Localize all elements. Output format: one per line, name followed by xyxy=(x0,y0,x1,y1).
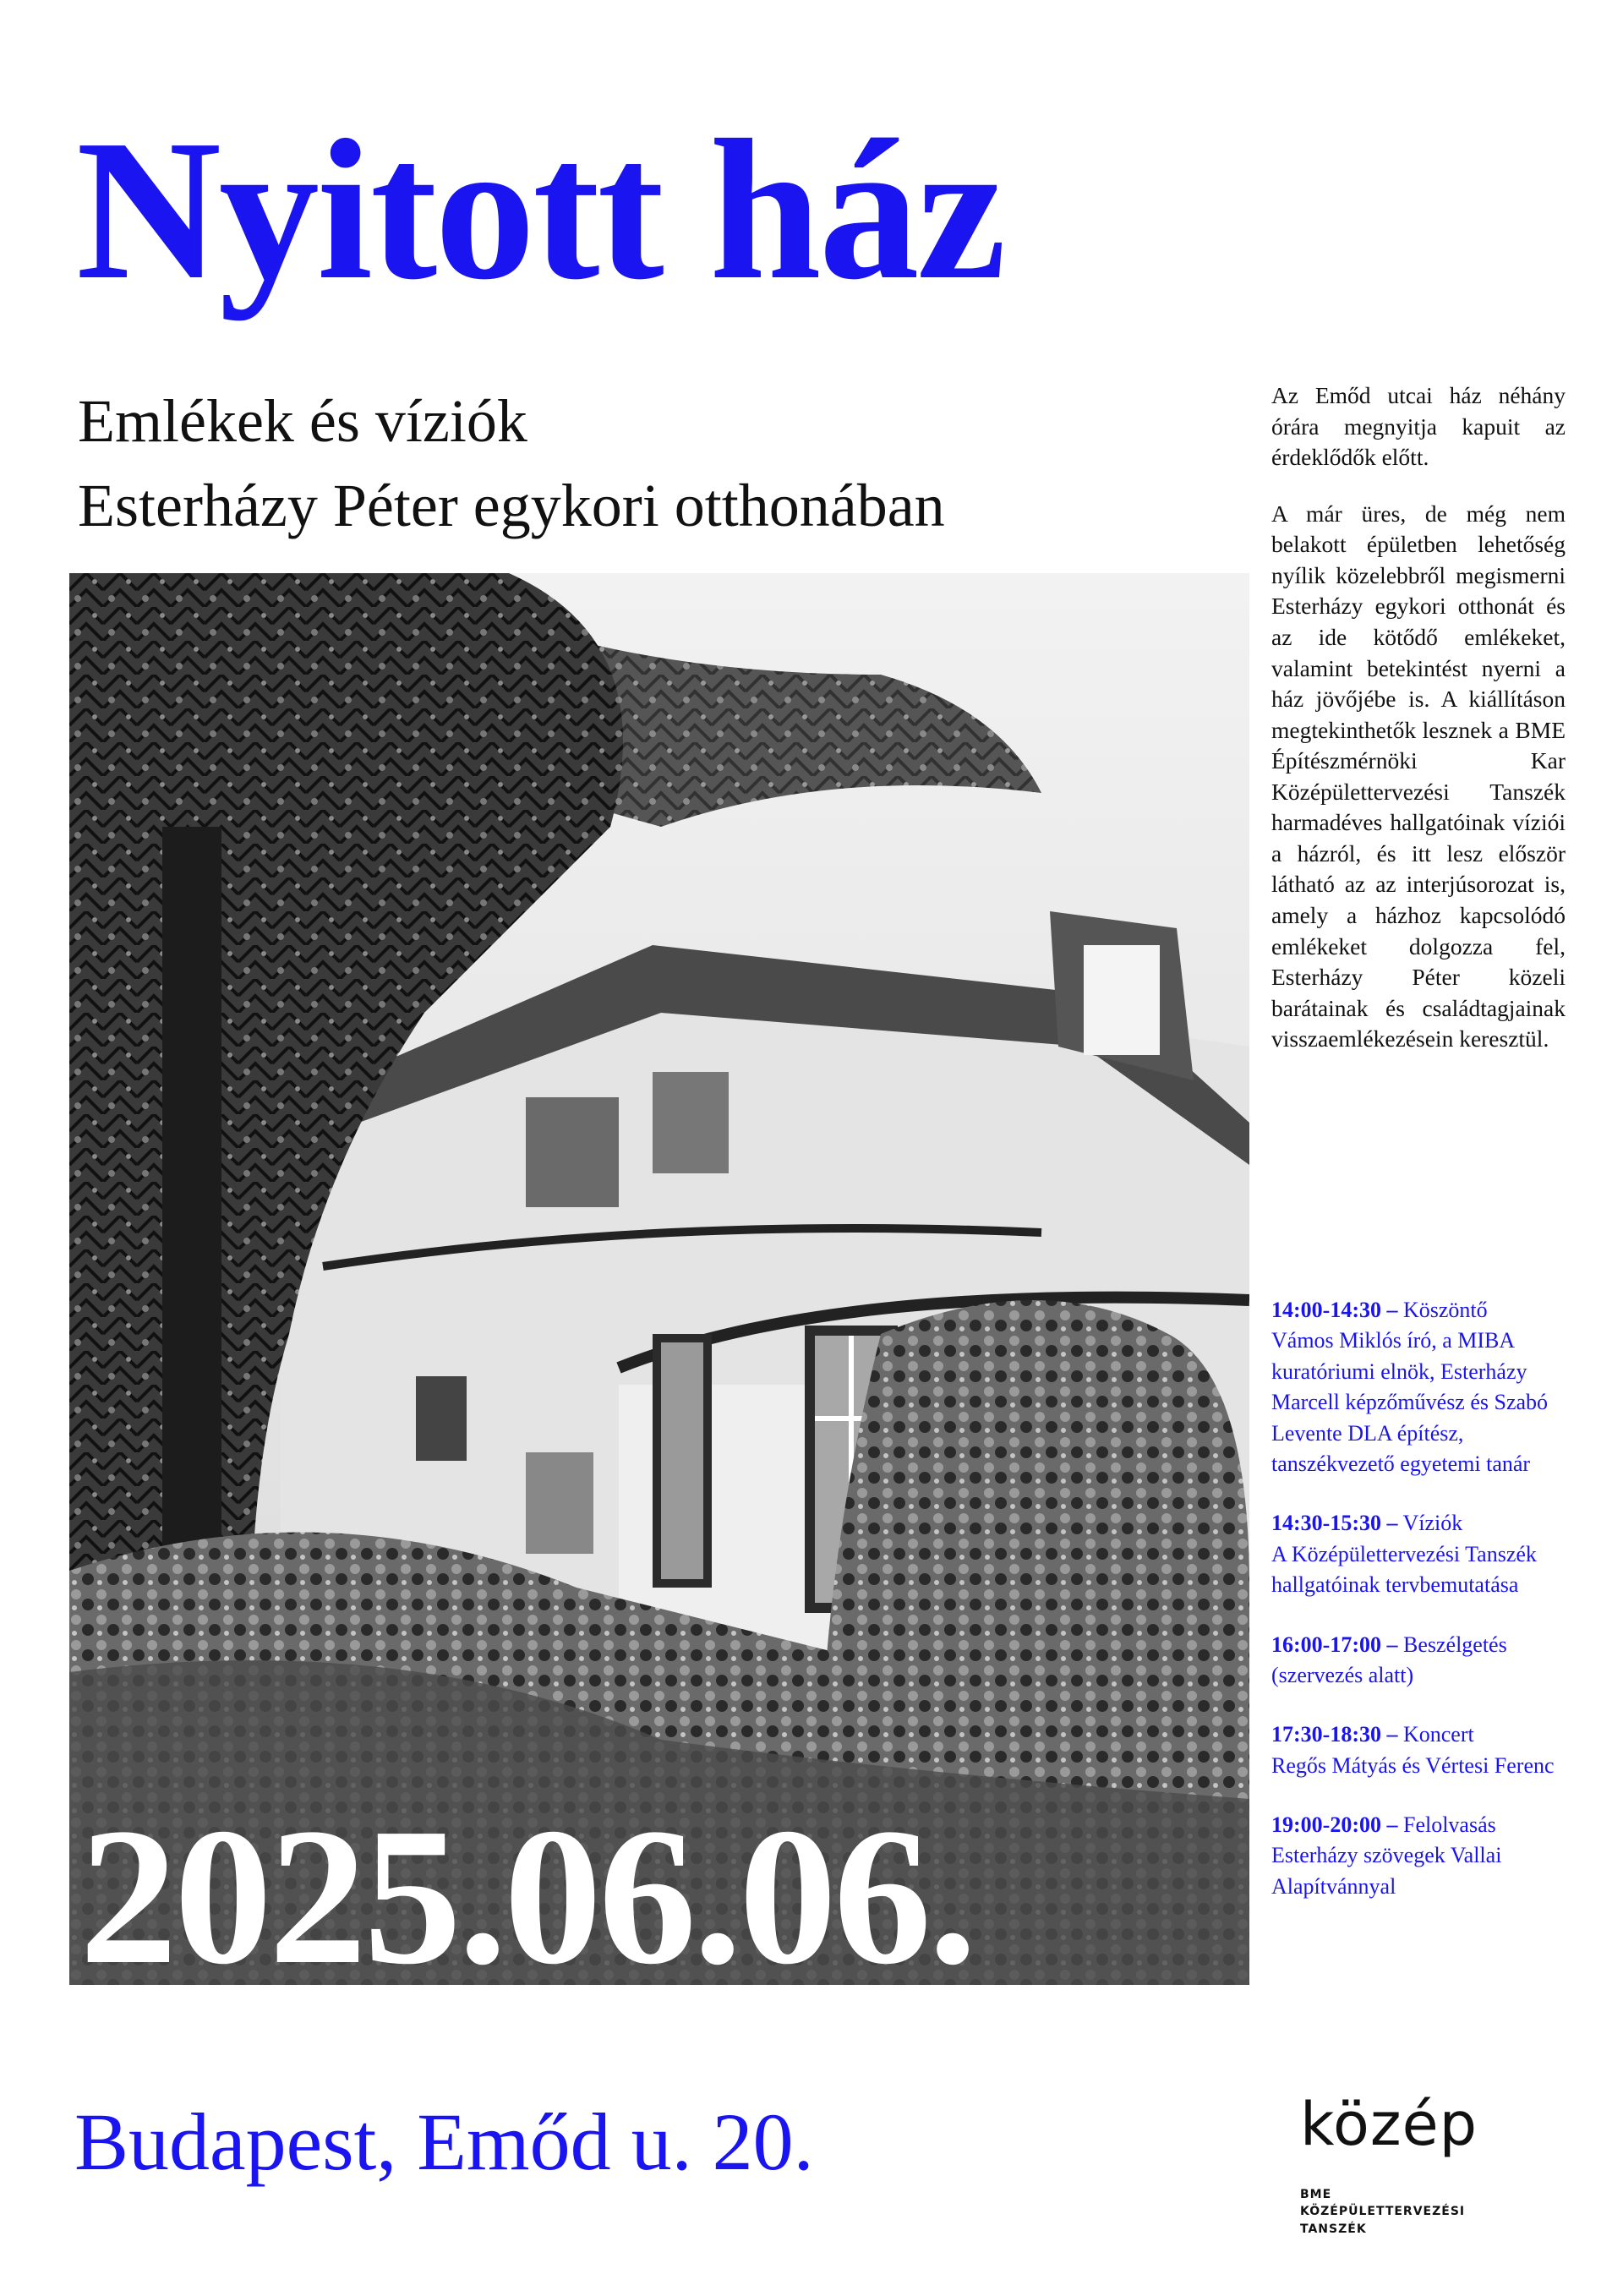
house-photo-illustration xyxy=(69,573,1249,1985)
subtitle-line-2: Esterházy Péter egykori otthonában xyxy=(78,472,945,539)
program-title: Felolvasás xyxy=(1397,1812,1496,1838)
logo-line-1: BME xyxy=(1300,2188,1332,2201)
program-item xyxy=(1271,1295,1584,1479)
kozep-logo xyxy=(1300,2090,1554,2238)
event-date: 2025.06.06. xyxy=(79,1788,974,1985)
program-detail: A Középülettervezési Tanszék hallgatóinak tervbemutatása xyxy=(1271,1541,1537,1598)
program-detail: Esterházy szövegek Vallai Alapítvánnyal xyxy=(1271,1843,1502,1899)
subtitle-line-1: Emlékek és víziók xyxy=(78,387,527,455)
program-item xyxy=(1271,1630,1584,1692)
program-title: Köszöntő xyxy=(1397,1298,1488,1322)
program-detail: Regős Mátyás és Vértesi Ferenc xyxy=(1271,1752,1555,1778)
program-time: 14:00-14:30 – xyxy=(1271,1298,1398,1322)
venue-address: Budapest, Emőd u. 20. xyxy=(74,2096,814,2187)
program-title: Koncert xyxy=(1397,1722,1474,1747)
description-paragraph-1: Az Emőd utcai ház néhány órára megnyitja kapuit az érdeklődők előtt. xyxy=(1271,382,1566,471)
description xyxy=(1271,380,1566,1080)
program-time: 19:00-20:00 – xyxy=(1271,1812,1398,1838)
logo-wordmark: közép xyxy=(1300,2090,1478,2159)
program-detail: Vámos Miklós író, a MIBA kuratóriumi elnök, Esterházy Marcell képzőművész és Szabó Levente DLA építész, tanszékvezető egyetemi tanár xyxy=(1271,1328,1549,1476)
program-item xyxy=(1271,1810,1584,1902)
program-item xyxy=(1271,1719,1584,1781)
logo-line-2: KÖZÉPÜLETTERVEZÉSI xyxy=(1300,2205,1466,2219)
logo-line-3: TANSZÉK xyxy=(1300,2222,1367,2236)
house-photo xyxy=(69,573,1249,1985)
program-time: 16:00-17:00 – xyxy=(1271,1632,1398,1657)
program-time: 17:30-18:30 – xyxy=(1271,1722,1398,1747)
program-title: Beszélgetés xyxy=(1397,1632,1507,1657)
program-list xyxy=(1271,1295,1584,1931)
program-time: 14:30-15:30 – xyxy=(1271,1511,1398,1536)
description-paragraph-2: A már üres, de még nem belakott épületben lehetőség nyílik közelebbről megismerni Esterházy egykori otthonát és az ide kötődő emlékeket, valamint betekintést nyerni a ház jövőjébe is. A kiállításon megtekinthetők lesznek a BME Építészmérnöki Kar Középülettervezési Tanszék harmadéves hallgatóinak víziói a házról, és itt lesz először látható az az interjúsorozat is, amely a házhoz kapcsolódó emlékeket dolgozza fel, Esterházy Péter közeli barátainak és családtagjainak visszaemlékezésein keresztül. xyxy=(1271,500,1566,1052)
program-detail: (szervezés alatt) xyxy=(1271,1662,1414,1687)
poster-title: Nyitott ház xyxy=(76,99,1004,321)
program-item xyxy=(1271,1508,1584,1600)
program-title: Víziók xyxy=(1397,1511,1463,1536)
